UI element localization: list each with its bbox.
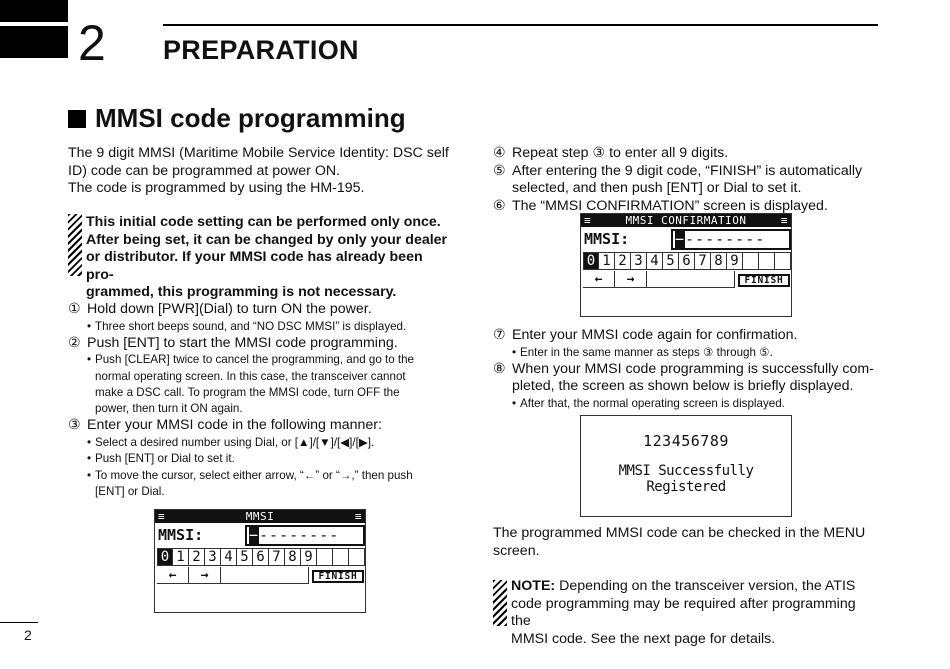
warning-line: After being set, it can be changed by only your dealer [86,231,448,248]
step-3-bullet: • To move the cursor, select either arrow, “←” or “→,” then push [ENT] or Dial. [87,468,454,501]
step-text: Enter your MMSI code again for confirmation. [512,327,798,343]
lcd-empty-cell [743,252,759,270]
lcd-empty-cell [349,548,365,566]
after-note-line: The programmed MMSI code can be checked in the MENU [493,525,866,541]
lcd-success-message: MMSI Successfully [618,463,754,479]
chapter-title: PREPARATION [163,35,359,65]
step-8-bullet: • After that, the normal operating screen is displayed. [512,396,879,412]
chapter-tab-block [0,0,68,58]
lcd-digit-cell: 0 [583,252,599,270]
menu-icon: ≡ [158,510,166,523]
intro-line: The 9 digit MMSI (Maritime Mobile Service Identity: DSC self [68,145,449,161]
bullet-text: Three short beeps sound, and “NO DSC MMSI” is displayed. [95,319,407,333]
left-arrow-icon: ← [583,271,615,287]
lcd-arrow-row [583,271,735,288]
note-line: Depending on the transceiver version, the ATIS [559,578,856,594]
header-rule [163,24,878,26]
lcd-digit-cell: 2 [615,252,631,270]
right-arrow-icon: → [615,271,647,287]
lcd-digit-cell: 2 [189,548,205,566]
steps-left [68,301,454,500]
step-text: When your MMSI code programming is successfully com- [512,360,874,377]
lcd-digit-cell: 5 [237,548,253,566]
warning-block [86,214,454,302]
lcd-digit-cell: 7 [695,252,711,270]
right-arrow-icon: → [189,567,221,583]
lcd-digit-cell: 1 [599,252,615,270]
menu-icon: ≡ [584,214,592,227]
lcd-empty-cell [333,548,349,566]
step-8 [493,361,879,396]
lcd-mmsi-label: MMSI: [158,526,204,544]
lcd-dashes: -------- [259,526,340,544]
lcd-digit-cell: 8 [285,548,301,566]
step-text: Push [ENT] to start the MMSI code programming. [87,334,398,351]
lcd-digit-cell: 9 [727,252,743,270]
lcd-digit-cell: 6 [253,548,269,566]
step-text: Repeat step ③ to enter all 9 digits. [512,145,729,161]
bullet-text: Push [CLEAR] twice to cancel the programming, and go to the [95,353,414,367]
chapter-tab-stripe [0,22,68,26]
lcd-digit-cell: 8 [711,252,727,270]
lcd-digit-cell: 1 [173,548,189,566]
lcd-digit-row [583,252,791,270]
lcd-mmsi-entry [154,509,366,613]
lcd-empty-cell [647,271,735,287]
after-note-paragraph [493,525,879,560]
step-number: ④ [493,145,506,161]
step-number: ⑥ [493,197,506,214]
lcd-digit-cell: 5 [663,252,679,270]
bullet-text: power, then turn it ON again. [95,402,243,416]
menu-icon: ≡ [780,214,788,227]
lcd-empty-cell [775,252,791,270]
intro-line: ID) code can be programmed at power ON. [68,162,341,179]
bullet-text: [ENT] or Dial. [95,484,165,498]
lcd-title: MMSI [245,510,275,523]
bullet-text: normal operating screen. In this case, the transceiver cannot [95,369,406,383]
note-hatch-icon [493,580,507,626]
lcd-success-message: Registered [646,479,726,495]
lcd-digit-cell: 4 [647,252,663,270]
warning-line: or distributor. If your MMSI code has already been pro- [86,249,423,283]
step-text: selected, and then push [ENT] or Dial to set it. [512,180,802,196]
lcd-digit-cell: 7 [269,548,285,566]
step-text: Enter your MMSI code in the following manner: [87,417,382,434]
note-block [511,578,879,648]
steps-right-bottom [493,327,879,412]
steps-right-top [493,145,879,215]
step-3 [68,417,454,435]
lcd-mmsi-confirmation [580,213,792,317]
lcd-mmsi-field [671,229,791,250]
bullet-text: Push [ENT] or Dial to set it. [95,452,235,466]
chapter-number: 2 [78,15,106,71]
step-4 [493,145,879,163]
step-text: Hold down [PWR](Dial) to turn ON the power. [87,301,372,317]
note-label: NOTE: [511,578,556,594]
page-number: 2 [24,627,32,643]
step-number: ⑧ [493,360,506,377]
bullet-text: After that, the normal operating screen is displayed. [520,396,785,410]
lcd-success-code: 123456789 [643,432,729,450]
lcd-mmsi-field [245,525,365,546]
page-number-rule [0,622,38,623]
warning-line: grammed, this programming is not necessary. [86,284,397,300]
step-7-bullet: • Enter in the same manner as steps ③ through ⑤. [512,345,879,361]
lcd-digit-row [157,548,365,566]
step-7 [493,327,879,345]
lcd-empty-cell [759,252,775,270]
lcd-title: MMSI CONFIRMATION [625,214,747,227]
bullet-text: Select a desired number using Dial, or [▲]/[▼]/[◀]/[▶]. [95,435,375,449]
step-2 [68,335,454,353]
lcd-mmsi-label: MMSI: [584,230,630,248]
after-note-line: screen. [493,542,540,559]
step-number: ⑤ [493,162,506,179]
lcd-dashes: -------- [685,230,766,248]
lcd-finish-button: FINISH [738,274,790,287]
step-1 [68,301,454,319]
bullet-text: Enter in the same manner as steps ③ through ⑤. [520,345,773,359]
step-number: ② [68,334,81,351]
lcd-mmsi-success [580,415,792,517]
warning-hatch-icon [68,214,82,276]
step-number: ① [68,301,81,317]
step-3-bullet: • Push [ENT] or Dial to set it. [87,451,454,467]
step-5 [493,163,879,198]
square-bullet-icon [68,110,86,128]
left-arrow-icon: ← [157,567,189,583]
step-text: After entering the 9 digit code, “FINISH” is automatically [512,162,863,179]
step-1-bullet: • Three short beeps sound, and “NO DSC MMSI” is displayed. [87,319,454,335]
bullet-text: make a DSC call. To program the MMSI code, turn OFF the [95,385,400,399]
lcd-digit-cell: 3 [205,548,221,566]
step-number: ⑦ [493,327,506,343]
intro-paragraph [68,145,453,198]
note-line: MMSI code. See the next page for details. [511,630,776,647]
lcd-cursor: − [249,526,260,544]
bullet-text: To move the cursor, select either arrow, “←” or “→,” then push [95,468,413,482]
lcd-digit-cell: 0 [157,548,173,566]
intro-line: The code is programmed by using the HM-195. [68,180,365,196]
lcd-empty-cell [317,548,333,566]
section-title [68,103,406,134]
lcd-digit-cell: 9 [301,548,317,566]
step-text: pleted, the screen as shown below is briefly displayed. [512,378,854,395]
section-title-text: MMSI code programming [95,103,406,133]
lcd-empty-cell [221,567,309,583]
lcd-finish-button: FINISH [312,570,364,583]
step-3-bullet: • Select a desired number using Dial, or [▲]/[▼]/[◀]/[▶]. [87,435,454,451]
lcd-title-bar [155,510,365,523]
lcd-digit-cell: 6 [679,252,695,270]
step-2-bullet: • Push [CLEAR] twice to cancel the programming, and go to the normal operating screen. In this case, the transceiver cannot make a DSC call. To program the MMSI code, turn OFF the power, then turn it ON again. [87,352,454,417]
note-line: code programming may be required after programming the [511,595,856,629]
lcd-cursor: − [675,230,686,248]
lcd-title-bar [581,214,791,227]
lcd-arrow-row [157,567,309,584]
menu-icon: ≡ [354,510,362,523]
step-number: ③ [68,417,81,434]
warning-line: This initial code setting can be performed only once. [86,214,441,230]
lcd-digit-cell: 4 [221,548,237,566]
lcd-digit-cell: 3 [631,252,647,270]
step-text: The “MMSI CONFIRMATION” screen is displayed. [512,197,828,214]
